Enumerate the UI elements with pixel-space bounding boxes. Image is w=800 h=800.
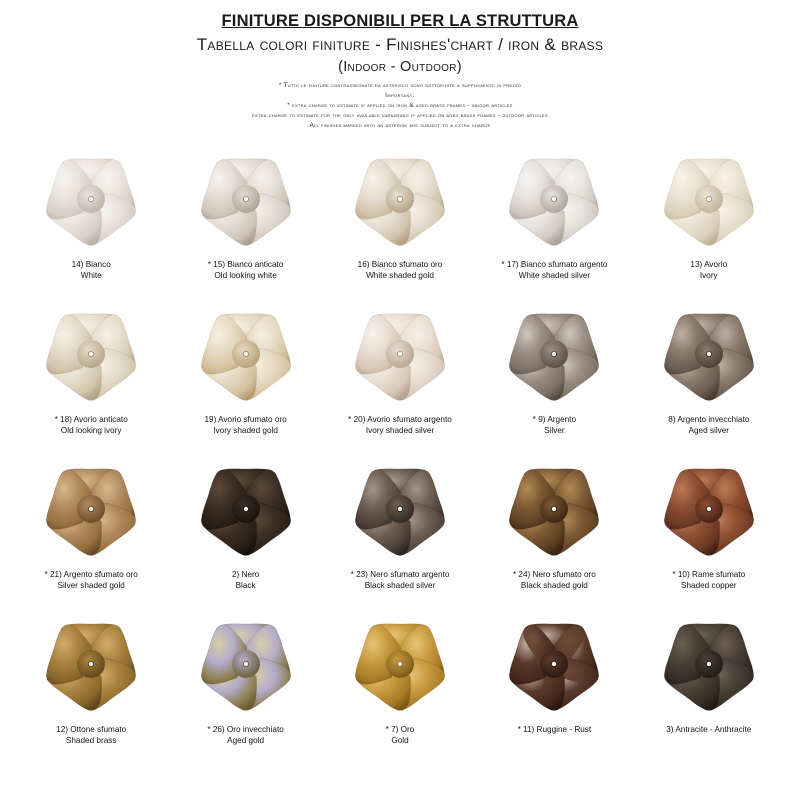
flower-center-hole bbox=[89, 506, 94, 511]
swatch-caption bbox=[232, 569, 259, 591]
flower-center-hole bbox=[706, 351, 711, 356]
swatch-name-it: 12) Ottone sfumato bbox=[56, 724, 127, 734]
swatch-name-it: 19) Avorio sfumato oro bbox=[204, 414, 287, 424]
swatch-name-en: Ivory shaded silver bbox=[365, 425, 435, 435]
swatch-caption bbox=[668, 414, 749, 436]
flower-center-hole bbox=[552, 506, 557, 511]
flower-center-hole bbox=[552, 351, 557, 356]
swatch-name-it: * 18) Avorio anticato bbox=[54, 414, 128, 424]
swatch-name-en: Ivory shaded gold bbox=[213, 425, 278, 435]
swatch-caption bbox=[501, 259, 607, 281]
swatch-caption bbox=[666, 724, 751, 735]
finish-swatch[interactable] bbox=[632, 455, 786, 610]
swatch-name-it: 14) Bianco bbox=[71, 259, 111, 269]
finish-swatch[interactable] bbox=[323, 145, 477, 300]
swatch-name-en: White shaded gold bbox=[366, 270, 434, 280]
flower-center-hole bbox=[706, 506, 711, 511]
flower-center-hole bbox=[552, 196, 557, 201]
swatch-name-en: Aged gold bbox=[227, 735, 265, 745]
swatch-name-it: * 24) Nero sfumato oro bbox=[512, 569, 596, 579]
note-line-2: Important: bbox=[385, 91, 415, 99]
flower-center-hole bbox=[243, 506, 248, 511]
flower-center-hole bbox=[397, 661, 402, 666]
flower-image bbox=[339, 145, 461, 257]
swatch-name-en: Gold bbox=[391, 735, 409, 745]
finish-swatch[interactable] bbox=[168, 145, 322, 300]
swatch-caption bbox=[348, 414, 452, 436]
swatch-name-en: Ivory bbox=[699, 270, 718, 280]
finish-swatch[interactable] bbox=[168, 300, 322, 455]
swatch-caption bbox=[533, 414, 576, 436]
flower-image bbox=[493, 145, 615, 257]
flower-image bbox=[493, 455, 615, 567]
finish-swatch[interactable] bbox=[632, 610, 786, 765]
flower-image bbox=[30, 455, 152, 567]
swatch-caption bbox=[386, 724, 415, 746]
swatch-caption bbox=[518, 724, 592, 735]
finish-swatch[interactable] bbox=[14, 610, 168, 765]
finish-swatch[interactable] bbox=[14, 455, 168, 610]
flower-image bbox=[185, 145, 307, 257]
swatch-caption bbox=[690, 259, 727, 281]
finish-swatch[interactable] bbox=[14, 145, 168, 300]
flower-image bbox=[493, 610, 615, 722]
finish-swatch[interactable] bbox=[477, 610, 631, 765]
swatch-name-en: Black shaded silver bbox=[364, 580, 436, 590]
swatch-name-it: * 26) Oro invecchiato bbox=[207, 724, 284, 734]
finish-swatch[interactable] bbox=[477, 300, 631, 455]
page-subtitle-secondary: (Indoor - Outdoor) bbox=[338, 59, 462, 75]
flower-center-hole bbox=[552, 661, 557, 666]
swatch-name-it: 8) Argento invecchiato bbox=[668, 414, 750, 424]
swatch-name-en: White shaded silver bbox=[518, 270, 591, 280]
swatch-name-en: Black shaded gold bbox=[520, 580, 588, 590]
swatch-caption bbox=[204, 414, 286, 436]
flower-image bbox=[30, 300, 152, 412]
finish-swatch[interactable] bbox=[632, 145, 786, 300]
flower-image bbox=[185, 455, 307, 567]
flower-center-hole bbox=[89, 196, 94, 201]
flower-center-hole bbox=[706, 196, 711, 201]
swatch-caption bbox=[351, 569, 450, 591]
swatch-name-en: Shaded copper bbox=[681, 580, 737, 590]
swatch-caption bbox=[672, 569, 745, 591]
note-line-4: extra charge to estimate for the only available varnishing if applied on aged brass frames - outdoor articles bbox=[252, 111, 548, 119]
flower-image bbox=[648, 300, 770, 412]
swatch-caption bbox=[55, 414, 128, 436]
swatch-name-it: * 17) Bianco sfumato argento bbox=[501, 259, 608, 269]
finish-swatch[interactable] bbox=[168, 455, 322, 610]
swatch-caption bbox=[208, 259, 284, 281]
flower-image bbox=[185, 300, 307, 412]
swatch-name-en: Shaded brass bbox=[65, 735, 117, 745]
swatch-caption bbox=[45, 569, 138, 591]
flower-center-hole bbox=[706, 661, 711, 666]
flower-center-hole bbox=[89, 351, 94, 356]
finish-swatch[interactable] bbox=[632, 300, 786, 455]
flower-center-hole bbox=[243, 351, 248, 356]
swatch-caption bbox=[207, 724, 283, 746]
swatch-name-it: 3) Antracite - Anthracite bbox=[666, 724, 752, 734]
swatch-name-it: 13) Avorio bbox=[690, 259, 728, 269]
page-title: FINITURE DISPONIBILI PER LA STRUTTURA bbox=[221, 12, 579, 30]
swatch-caption bbox=[56, 724, 126, 746]
flower-image bbox=[339, 455, 461, 567]
flower-image bbox=[30, 610, 152, 722]
flower-image bbox=[493, 300, 615, 412]
flower-image bbox=[339, 300, 461, 412]
finish-swatch[interactable] bbox=[477, 455, 631, 610]
finish-swatch[interactable] bbox=[168, 610, 322, 765]
flower-image bbox=[648, 610, 770, 722]
flower-image bbox=[185, 610, 307, 722]
swatch-name-it: * 15) Bianco anticato bbox=[207, 259, 284, 269]
swatch-name-it: 2) Nero bbox=[231, 569, 260, 579]
flower-center-hole bbox=[243, 196, 248, 201]
note-line-1: * Tutte le finiture contrassegnate da asterisco sono sottoposte a supplemento di prezzo bbox=[278, 82, 522, 89]
flower-center-hole bbox=[89, 661, 94, 666]
flower-image bbox=[30, 145, 152, 257]
price-notes bbox=[120, 81, 680, 131]
finish-swatch[interactable] bbox=[14, 300, 168, 455]
swatch-name-en: Black bbox=[235, 580, 256, 590]
swatch-name-en: White bbox=[80, 270, 102, 280]
page-subtitle: Tabella colori finiture - Finishes'chart / iron & brass bbox=[196, 35, 604, 54]
swatch-name-it: * 10) Rame sfumato bbox=[672, 569, 746, 579]
swatch-caption bbox=[513, 569, 596, 591]
swatch-name-it: 16) Bianco sfumato oro bbox=[357, 259, 443, 269]
swatch-name-it: * 20) Avorio sfumato argento bbox=[348, 414, 452, 424]
finish-swatch[interactable] bbox=[477, 145, 631, 300]
swatch-name-en: Silver shaded gold bbox=[57, 580, 125, 590]
finish-swatch[interactable] bbox=[323, 300, 477, 455]
flower-center-hole bbox=[397, 196, 402, 201]
swatch-name-en: Aged silver bbox=[688, 425, 730, 435]
swatch-caption bbox=[72, 259, 111, 281]
swatch-name-en: Old looking ivory bbox=[60, 425, 122, 435]
swatch-name-it: * 23) Nero sfumato argento bbox=[350, 569, 450, 579]
swatch-name-it: * 9) Argento bbox=[532, 414, 577, 424]
flower-center-hole bbox=[243, 661, 248, 666]
swatch-name-it: * 21) Argento sfumato oro bbox=[44, 569, 138, 579]
flower-center-hole bbox=[397, 351, 402, 356]
flower-image bbox=[648, 145, 770, 257]
swatch-name-it: * 7) Oro bbox=[385, 724, 415, 734]
flower-image bbox=[339, 610, 461, 722]
flower-image bbox=[648, 455, 770, 567]
finish-swatch[interactable] bbox=[323, 455, 477, 610]
note-line-5: All finishes marked with an asterisk are subject to a extra charge bbox=[309, 121, 491, 129]
flower-center-hole bbox=[397, 506, 402, 511]
swatch-caption bbox=[358, 259, 443, 281]
note-line-3: * extra charge to estimate if applied on iron & aged brass frames - indoor articles bbox=[287, 101, 513, 109]
finish-swatch[interactable] bbox=[323, 610, 477, 765]
finishes-grid bbox=[14, 145, 786, 765]
swatch-name-en: Old looking white bbox=[214, 270, 277, 280]
swatch-name-en: Silver bbox=[544, 425, 565, 435]
swatch-name-it: * 11) Ruggine - Rust bbox=[517, 724, 592, 734]
